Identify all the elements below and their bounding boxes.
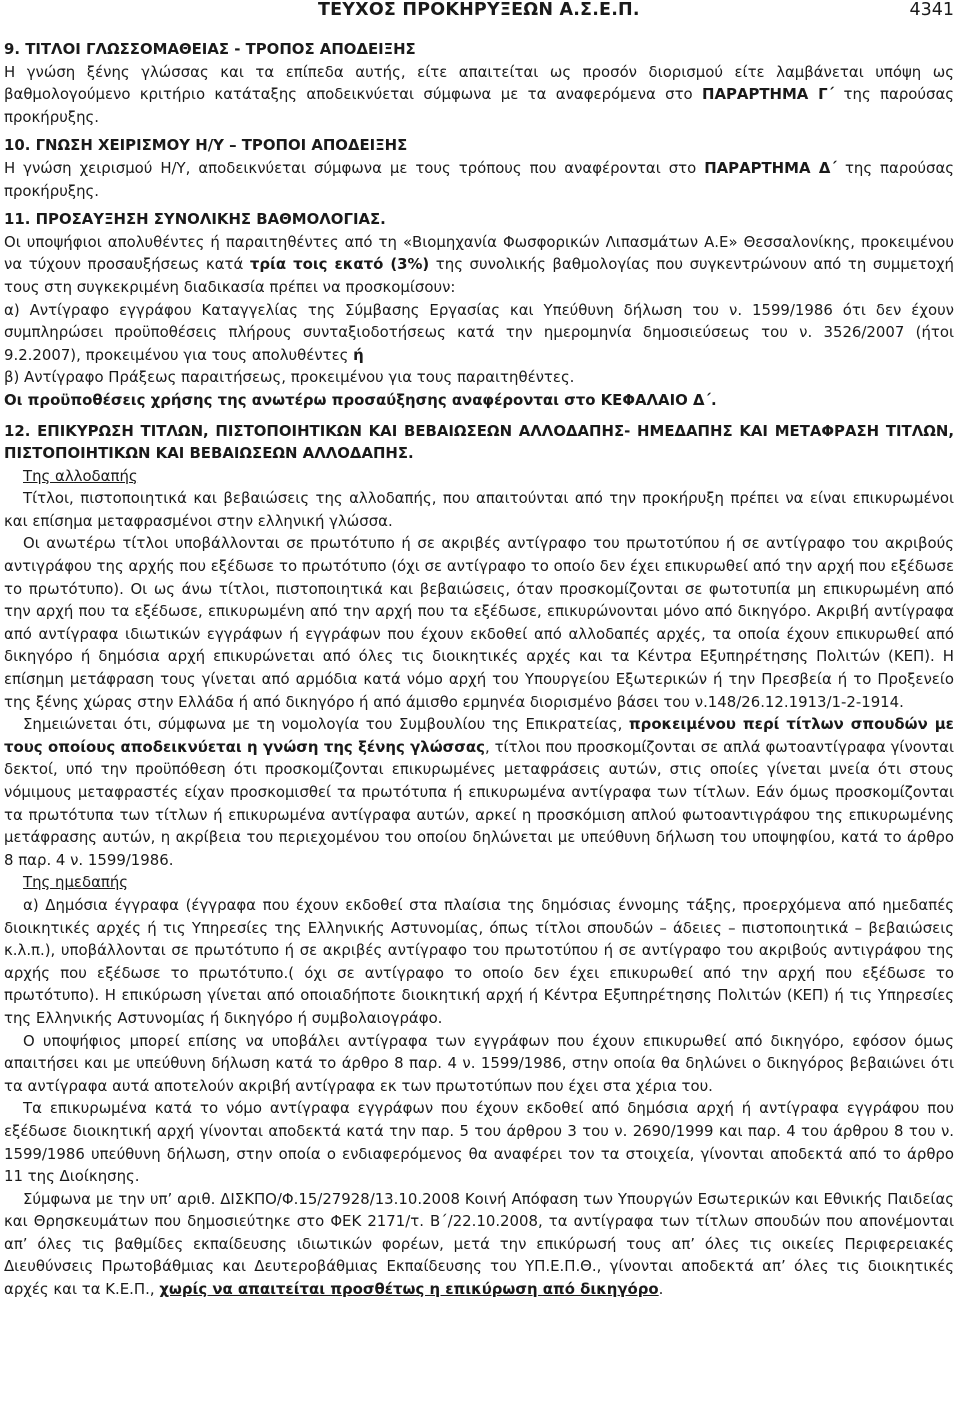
domestic-subheading (4, 871, 954, 894)
text-run: Η γνώση χειρισμού Η/Υ, αποδεικνύεται σύμφωνα με τους τρόπους που αναφέρονται στο (4, 158, 705, 177)
text-run: α) Αντίγραφο εγγράφου Καταγγελίας της Σύμβασης Εργασίας και Υπεύθυνη δήλωση του ν. 1599/1986 ότι δεν έχουν συμπληρώσει προϋποθέσεις πλήρους συνταξιοδοτήσεως κατά την ημερομηνία δημοσιεύσεως του ν. 3526/2007 (ήτοι 9.2.2007), προκειμένου για τους απολυθέντες (4, 300, 954, 364)
text-run: της συνολικής βαθμολογίας που συγκεντρώνουν από τη συμμετοχή τους στη συγκεκριμένη διαδικασία πρέπει να προσκομίσουν: (4, 255, 954, 296)
section-9-paragraph (4, 61, 954, 129)
text-run-bold: ή (353, 345, 364, 364)
text-run: Οι υποψήφιοι απολυθέντες ή παραιτηθέντες από τη «Βιομηχανία Φωσφορικών Λιπασμάτων Α.Ε» Θεσσαλονίκης, προκειμένου να τύχουν προσαυξήσεως κατά (4, 232, 954, 274)
section-10-heading: 10. ΓΝΩΣΗ ΧΕΙΡΙΣΜΟΥ Η/Υ – ΤΡΟΠΟΙ ΑΠΟΔΕΙΞΗΣ (4, 136, 408, 155)
text-run-bold: προκειμένου περί τίτλων σπουδών με τους οποίους αποδεικνύεται η γνώση της ξένης γλώσσας (4, 715, 954, 756)
subheading-text: Της ημεδαπής (23, 873, 129, 892)
foreign-paragraph-3 (4, 713, 954, 871)
text-run: , τίτλοι που προσκομίζονται σε απλά φωτοαντίγραφα γίνονται δεκτοί, υπό την προϋπόθεση ότι προσκομίζονται επικυρωμένες μεταφράσεις αυτών, στις οποίες γίνεται μνεία ότι στους νόμιμους μεταφραστές είχαν προσκομισθεί τα πρωτότυπα ή επικυρωμένα αντίγραφα των τίτλων. Εάν όμως προσκομίζονται τα πρωτότυπα των τίτλων ή επικυρωμένα αντίγραφα αυτών, αρκεί η προσκόμιση απλού φωτοαντιγράφου της επικυρωμένης μετάφρασης αυτών, η ακρίβεια του περιεχομένου του οποίου δηλώνεται με υπεύθυνη δήλωση του υποψηφίου, κατά το άρθρο 8 παρ. 4 ν. 1599/1986. (4, 737, 955, 869)
text-run: της παρούσας προκήρυξης. (4, 158, 954, 200)
subheading-text: Της αλλοδαπής (23, 466, 138, 485)
text-run: Σύμφωνα με την υπ’ αριθ. ΔΙΣΚΠΟ/Φ.15/27928/13.10.2008 Κοινή Απόφαση των Υπουργών Εσωτερικών και Εθνικής Παιδείας και Θρησκευμάτων που δημοσιεύτηκε στο ΦΕΚ 2171/τ. Β΄/22.10.2008, τα αντίγραφα των τίτλων σπουδών που απονέμονται απ’ όλες τις βαθμίδες εκπαίδευσης ιδιωτικών φορέων, μετά την επικύρωσή τους απ’ όλες τις οικείες Περιφερειακές Διευθύνσεις Πρωτοβάθμιας και Δευτεροβάθμιας Εκπαίδευσης του ΥΠ.Ε.Π.Θ., γίνονται αποδεκτά απ’ όλες τις διοικητικές αρχές και τα Κ.Ε.Π., (4, 1189, 954, 1299)
section-11-item-a (4, 299, 954, 367)
foreign-paragraph-1: Τίτλοι, πιστοποιητικά και βεβαιώσεις της αλλοδαπής, που απαιτούνται από την προκήρυξη πρέπει να είναι επικυρωμένοι και επίσημα μεταφρασμένοι στην ελληνική γλώσσα. (4, 489, 954, 530)
publication-title: ΤΕΥΧΟΣ ΠΡΟΚΗΡΥΞΕΩΝ Α.Σ.Ε.Π. (318, 0, 640, 20)
section-9-heading: 9. ΤΙΤΛΟΙ ΓΛΩΣΣΟΜΑΘΕΙΑΣ - ΤΡΟΠΟΣ ΑΠΟΔΕΙΞΗΣ (4, 40, 416, 58)
page-number: 4341 (909, 0, 954, 20)
text-run-bold-underlined: χωρίς να απαιτείται προσθέτως η επικύρωση από δικηγόρο (159, 1280, 659, 1299)
domestic-paragraph-2: Ο υποψήφιος μπορεί επίσης να υποβάλει αντίγραφα των εγγράφων που έχουν επικυρωθεί από δικηγόρο, εφόσον όμως απαιτήσει και με υπεύθυνη δήλωση κατά το άρθρο 8 παρ. 4 ν. 1599/1986, στην οποία θα δηλώνει ο δικηγόρος βεβαιώνει ότι τα αντίγραφα αυτά αποτελούν ακριβή αντίγραφα εκ των πρωτοτύπων που έχει στα χέρια του. (4, 1031, 954, 1095)
text-run: Η γνώση ξένης γλώσσας και τα επίπεδα αυτής, είτε απαιτείται ως προσόν διορισμού είτε λαμβάνεται υπόψη ως βαθμολογούμενο κριτήριο κατάταξης αποδεικνύεται σύμφωνα με τα αναφερόμενα στο (4, 62, 954, 104)
section-11-item-b: β) Αντίγραφο Πράξεως παραιτήσεως, προκειμένου για τους παραιτηθέντες. (4, 368, 575, 387)
text-run: της παρούσας προκήρυξης. (4, 85, 954, 126)
section-11-heading: 11. ΠΡΟΣΑΥΞΗΣΗ ΣΥΝΟΛΙΚΗΣ ΒΑΘΜΟΛΟΓΙΑΣ. (4, 210, 386, 229)
domestic-paragraph-4 (4, 1188, 954, 1301)
appendix-reference: ΠΑΡΑΡΤΗΜΑ Γ΄ (702, 85, 835, 104)
foreign-paragraph-2: Οι ανωτέρω τίτλοι υποβάλλονται σε πρωτότυπο ή σε ακριβές αντίγραφο του πρωτοτύπου ή σε αντίγραφο του ακριβούς αντιγράφου της αρχής που εξέδωσε το πρωτότυπο (όχι σε αντίγραφο το οποίο δεν έχει επικυρωθεί από την αρχή που εξέδωσε το πρωτότυπο). Οι ως άνω τίτλοι, πιστοποιητικά και βεβαιώσεις, όταν προσκομίζονται σε φωτοτυπία μη επικυρωμένη από την αρχή που τα εξέδωσε, επικυρωμένη από την αρχή που τα εξέδωσε, επικυρώνονται μόνο από δικηγόρο. Ακριβή αντίγραφα από αντίγραφα ιδιωτικών εγγράφων ή εγγράφων που έχουν εκδοθεί από αλλοδαπές αρχές, τα οποία έχουν επικυρωθεί από δικηγόρο ή δημόσια αρχή επικυρώνεται από όλες τις διοικητικές αρχές και τα Κέντρα Εξυπηρέτησης Πολιτών (ΚΕΠ). Η επίσημη μετάφραση τους γίνεται από αρμόδια κατά νόμο αρχή του Υπουργείου Εξωτερικών ή την Πρεσβεία ή το Προξενείο της ξένης χώρας στην Ελλάδα ή από δικηγόρο ή από άμισθο ερμηνέα διορισμένο βάσει του ν.148/26.12.1913/1-2-1914. (4, 534, 954, 711)
domestic-paragraph-1: α) Δημόσια έγγραφα (έγγραφα που έχουν εκδοθεί στα πλαίσια της δημόσιας έννομης τάξης, προερχόμενα από ημεδαπές διοικητικές αρχές ή τις Υπηρεσίες της Ελληνικής Αστυνομίας, όπως τίτλοι σπουδών – άδειες – πιστοποιητικά – βεβαιώσεις κ.λ.π.), υποβάλλονται σε πρωτότυπο ή σε ακριβές αντίγραφο του πρωτοτύπου ή σε αντίγραφο του ακριβούς αντιγράφου της αρχής που εξέδωσε το πρωτότυπο.( όχι σε αντίγραφο το οποίο δεν έχει επικυρωθεί από την αρχή που εξέδωσε το πρωτότυπο). Η επικύρωση γίνεται από οποιαδήποτε διοικητική αρχή ή Κέντρα Εξυπηρέτησης Πολιτών (ΚΕΠ) ή τις Υπηρεσίες της Ελληνικής Αστυνομίας ή δικηγόρο ή συμβολαιογράφο. (4, 895, 954, 1027)
foreign-subheading (4, 465, 954, 488)
page-header (0, 0, 960, 40)
section-11-paragraph-1 (4, 231, 954, 299)
section-10-paragraph (4, 157, 954, 202)
text-run: . (658, 1280, 664, 1299)
text-run: Σημειώνεται ότι, σύμφωνα με τη νομολογία του Συμβουλίου της Επικρατείας, (23, 715, 629, 734)
appendix-reference: ΠΑΡΑΡΤΗΜΑ Δ΄ (704, 158, 837, 177)
domestic-paragraph-3: Τα επικυρωμένα κατά το νόμο αντίγραφα εγγράφων που έχουν εκδοθεί από δημόσια αρχή ή αντίγραφα εγγράφου που εξέδωσε διοικητική αρχή γίνονται αποδεκτά κατά την παρ. 5 του άρθρου 3 του ν. 2690/1999 και παρ. 4 του άρθρου 8 του ν. 1599/1986 υπεύθυνη δήλωση, στην οποία ο ενδιαφερόμενος θα αναφέρει τον τα στοιχεία, γίνονται αποδεκτά από το άρθρο 11 της Διοίκησης. (4, 1099, 954, 1186)
section-12-heading: 12. ΕΠΙΚΥΡΩΣΗ ΤΙΤΛΩΝ, ΠΙΣΤΟΠΟΙΗΤΙΚΩΝ ΚΑΙ ΒΕΒΑΙΩΣΕΩΝ ΑΛΛΟΔΑΠΗΣ- ΗΜΕΔΑΠΗΣ ΚΑΙ ΜΕΤΑΦΡΑΣΗ ΤΙΤΛΩΝ, ΠΙΣΤΟΠΟΙΗΤΙΚΩΝ ΚΑΙ ΒΕΒΑΙΩΣΕΩΝ ΑΛΛΟΔΑΠΗΣ. (4, 421, 954, 463)
section-11-conditions-note: Οι προϋποθέσεις χρήσης της ανωτέρω προσαύξησης αναφέρονται στο ΚΕΦΑΛΑΙΟ Δ΄. (4, 390, 717, 409)
bonus-percentage: τρία τοις εκατό (3%) (249, 255, 430, 274)
page-content (4, 38, 954, 1301)
